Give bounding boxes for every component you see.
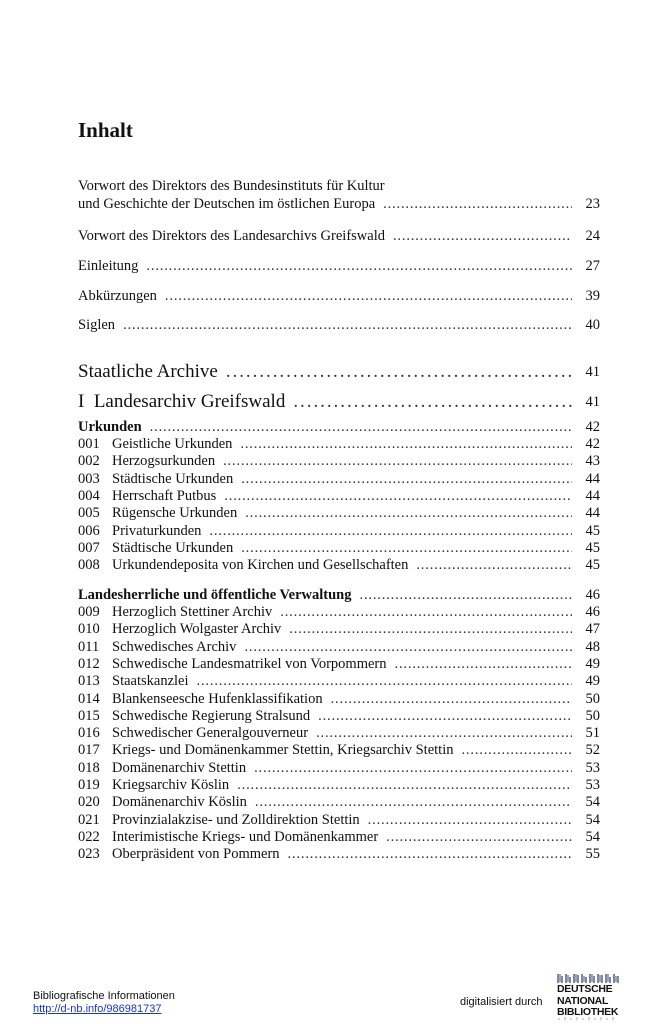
toc-page-number: 41 [585, 394, 600, 410]
toc-page-number: 24 [585, 228, 600, 244]
leader-dots [293, 391, 572, 413]
toc-item-number: 007 [78, 539, 100, 556]
toc-section-label: Landesherrliche und öffentliche Verwaltung [78, 587, 352, 603]
toc-item-label [78, 656, 387, 674]
toc-item-title: Oberpräsident von Pommern [112, 846, 280, 863]
toc-page-number: 45 [585, 557, 600, 574]
toc-page-number: 42 [585, 419, 600, 435]
leader-dots [383, 196, 572, 214]
leader-dots [288, 846, 572, 864]
toc-item-label [78, 673, 189, 691]
leader-dots [223, 453, 572, 471]
toc-item-number: 023 [78, 846, 100, 863]
toc-item-number: 019 [78, 777, 100, 793]
toc-page-number: 50 [585, 690, 600, 707]
toc-item-009[interactable] [78, 604, 600, 622]
toc-item-023[interactable] [78, 846, 600, 864]
toc-page-number: 27 [585, 258, 600, 274]
toc-item-label [78, 760, 246, 778]
toc-page-number: 39 [585, 288, 600, 304]
toc-page-number: 44 [585, 487, 600, 504]
leader-dots [395, 656, 572, 674]
leader-dots [368, 812, 572, 830]
toc-item-017[interactable] [78, 742, 600, 760]
toc-item-008[interactable] [78, 557, 600, 575]
toc-item-number: 010 [78, 621, 100, 638]
leader-dots [209, 523, 572, 541]
toc-section-verwaltung[interactable] [78, 587, 600, 605]
leader-dots [197, 673, 572, 691]
dnb-logo-line1: DEUTSCHE [557, 983, 613, 995]
toc-item-number: 002 [78, 453, 100, 470]
toc-item-label [78, 488, 216, 506]
toc-entry-label-line1: Vorwort des Direktors des Bundesinstituts für Kultur [78, 178, 385, 194]
toc-item-019[interactable] [78, 777, 600, 795]
toc-section-label: Urkunden [78, 419, 142, 435]
toc-item-020[interactable] [78, 794, 600, 812]
dnb-logo-text [557, 984, 618, 1019]
bibliographic-label: Bibliografische Informationen [33, 990, 175, 1002]
toc-page-number: 50 [585, 707, 600, 724]
dnb-logo[interactable] [556, 974, 628, 1020]
toc-item-label [78, 812, 360, 830]
leader-dots [165, 288, 572, 306]
toc-item-004[interactable] [78, 488, 600, 506]
toc-item-label [78, 846, 280, 864]
toc-page-number: 44 [585, 470, 600, 487]
toc-entry-siglen[interactable] [78, 317, 600, 335]
toc-page-number: 53 [585, 777, 600, 793]
toc-archive-label: I Landesarchiv Greifswald [78, 391, 286, 412]
toc-item-014[interactable] [78, 691, 600, 709]
toc-item-title: Städtische Urkunden [112, 539, 234, 556]
toc-entry-einleitung[interactable] [78, 258, 600, 276]
leader-dots [146, 258, 572, 276]
toc-item-number: 004 [78, 487, 100, 504]
leader-dots [224, 488, 572, 506]
toc-item-number: 017 [78, 742, 100, 759]
toc-item-label [78, 691, 323, 709]
toc-item-number: 011 [78, 638, 100, 655]
toc-item-number: 014 [78, 690, 100, 707]
toc-item-label [78, 777, 229, 795]
toc-item-number: 021 [78, 811, 100, 828]
toc-item-number: 003 [78, 470, 100, 487]
toc-item-label [78, 557, 408, 575]
toc-page-number: 43 [585, 453, 600, 470]
toc-item-label [78, 639, 236, 657]
toc-item-title: Privaturkunden [112, 522, 202, 539]
toc-item-label [78, 829, 378, 847]
leader-dots [254, 760, 572, 778]
toc-item-title: Herzoglich Stettiner Archiv [112, 604, 273, 620]
toc-item-title: Geistliche Urkunden [112, 436, 233, 452]
leader-dots [237, 777, 572, 795]
toc-item-title: Herrschaft Putbus [112, 487, 217, 504]
toc-item-title: Kriegsarchiv Köslin [112, 777, 230, 793]
toc-item-002[interactable] [78, 453, 600, 471]
toc-item-title: Domänenarchiv Stettin [112, 759, 247, 776]
dnb-logo-line3: BIBLIOTHEK [557, 1006, 619, 1018]
toc-item-011[interactable] [78, 639, 600, 657]
toc-page-number: 46 [585, 587, 600, 603]
toc-part-label: Staatliche Archive [78, 361, 218, 382]
leader-dots [240, 436, 572, 454]
toc-item-title: Kriegs- und Domänenkammer Stettin, Kriegsarchiv Stettin [112, 742, 454, 759]
toc-item-007[interactable] [78, 540, 600, 558]
toc-item-title: Herzogsurkunden [112, 453, 216, 470]
leader-dots [461, 742, 572, 760]
toc-item-label [78, 471, 233, 489]
toc-item-label [78, 725, 308, 743]
toc-item-016[interactable] [78, 725, 600, 743]
toc-item-005[interactable] [78, 505, 600, 523]
toc-page-number: 46 [585, 604, 600, 620]
toc-entry-label: Vorwort des Direktors des Landesarchivs Greifswald [78, 228, 385, 244]
leader-dots [255, 794, 572, 812]
toc-page-number: 45 [585, 522, 600, 539]
toc-item-022[interactable] [78, 829, 600, 847]
toc-item-label [78, 708, 310, 726]
toc-item-021[interactable] [78, 812, 600, 830]
toc-page-number: 54 [585, 811, 600, 828]
leader-dots [150, 419, 572, 437]
toc-item-number: 015 [78, 707, 100, 724]
toc-page-number: 42 [585, 436, 600, 452]
digitized-by-label: digitalisiert durch [460, 996, 543, 1008]
toc-page-number: 49 [585, 655, 600, 672]
toc-item-title: Schwedischer Generalgouverneur [112, 725, 309, 742]
leader-dots [241, 471, 572, 489]
toc-item-title: Domänenarchiv Köslin [112, 794, 247, 811]
leader-dots [280, 604, 572, 622]
toc-page-number: 53 [585, 759, 600, 776]
toc-page-number: 52 [585, 742, 600, 759]
toc-item-number: 018 [78, 759, 100, 776]
toc-item-title: Schwedische Landesmatrikel von Vorpommern [112, 655, 387, 672]
leader-dots [331, 691, 572, 709]
toc-page-number: 47 [585, 621, 600, 638]
toc-entry-foreword-landesarchiv[interactable] [78, 228, 600, 246]
toc-item-label [78, 794, 247, 812]
toc-page-number: 49 [585, 673, 600, 690]
toc-item-title: Staatskanzlei [112, 673, 189, 690]
toc-page-number: 41 [585, 364, 600, 380]
toc-item-title: Interimistische Kriegs- und Domänenkammer [112, 828, 379, 845]
leader-dots [244, 639, 572, 657]
toc-page-number: 23 [585, 195, 600, 212]
toc-entry-label: und Geschichte der Deutschen im östlichen Europa [78, 195, 376, 212]
leader-dots [416, 557, 572, 575]
toc-page-number: 54 [585, 794, 600, 811]
bibliographic-link[interactable]: http://d-nb.info/986981737 [33, 1003, 162, 1015]
toc-entry-foreword-bkge[interactable] [78, 178, 600, 213]
toc-item-number: 022 [78, 828, 100, 845]
toc-item-001[interactable] [78, 436, 600, 454]
toc-item-title: Schwedische Regierung Stralsund [112, 707, 311, 724]
leader-dots [123, 317, 572, 335]
bibliographic-info [33, 990, 175, 1016]
toc-page-number: 44 [585, 505, 600, 522]
toc-page-number: 40 [585, 317, 600, 333]
toc-item-number: 009 [78, 604, 100, 620]
leader-dots [386, 829, 572, 847]
leader-dots [245, 505, 572, 523]
toc-page-number: 48 [585, 638, 600, 655]
toc-item-015[interactable] [78, 708, 600, 726]
toc-item-number: 013 [78, 673, 100, 690]
toc-item-title: Herzoglich Wolgaster Archiv [112, 621, 282, 638]
toc-item-label [78, 742, 453, 760]
toc-item-label [78, 604, 272, 622]
leader-dots [316, 725, 572, 743]
toc-page-number: 55 [585, 846, 600, 863]
toc-archive-landesarchiv[interactable] [78, 391, 600, 413]
leader-dots [226, 361, 572, 383]
leader-dots [360, 587, 573, 605]
toc-item-006[interactable] [78, 523, 600, 541]
dnb-logo-line2: NATIONAL [557, 994, 609, 1007]
toc-item-number: 008 [78, 557, 100, 574]
toc-item-title: Provinzialakzise- und Zolldirektion Stettin [112, 811, 360, 828]
toc-item-label [78, 523, 201, 541]
toc-entry-label: Siglen [78, 317, 116, 333]
toc-part-staatliche-archive[interactable] [78, 361, 600, 383]
toc-item-number: 020 [78, 794, 100, 811]
leader-dots [289, 621, 572, 639]
toc-item-label [78, 540, 233, 558]
toc-item-title: Urkundendeposita von Kirchen und Gesellschaften [112, 557, 409, 574]
toc-item-number: 012 [78, 655, 100, 672]
toc-item-number: 016 [78, 725, 100, 742]
toc-item-013[interactable] [78, 673, 600, 691]
page-title: Inhalt [78, 118, 133, 142]
leader-dots [393, 228, 572, 246]
toc-item-012[interactable] [78, 656, 600, 674]
toc-item-label [78, 453, 215, 471]
toc-page-number: 45 [585, 539, 600, 556]
toc-section-urkunden[interactable] [78, 419, 600, 437]
toc-item-title: Rügensche Urkunden [112, 505, 238, 522]
toc-item-title: Blankenseesche Hufenklassifikation [112, 690, 323, 707]
toc-item-label [78, 621, 281, 639]
toc-item-003[interactable] [78, 471, 600, 489]
toc-entry-label: Einleitung [78, 258, 139, 274]
toc-item-title: Städtische Urkunden [112, 470, 234, 487]
toc-item-018[interactable] [78, 760, 600, 778]
toc-page-number: 51 [585, 725, 600, 742]
leader-dots [318, 708, 572, 726]
toc-item-number: 006 [78, 522, 100, 539]
toc-item-title: Schwedisches Archiv [112, 638, 237, 655]
toc-entry-abkuerzungen[interactable] [78, 288, 600, 306]
toc-item-number: 005 [78, 505, 100, 522]
leader-dots [241, 540, 572, 558]
toc-item-label [78, 436, 232, 454]
toc-item-010[interactable] [78, 621, 600, 639]
toc-entry-label: Abkürzungen [78, 288, 157, 304]
toc-item-label [78, 505, 237, 523]
toc-item-number: 001 [78, 436, 100, 452]
toc-page-number: 54 [585, 828, 600, 845]
